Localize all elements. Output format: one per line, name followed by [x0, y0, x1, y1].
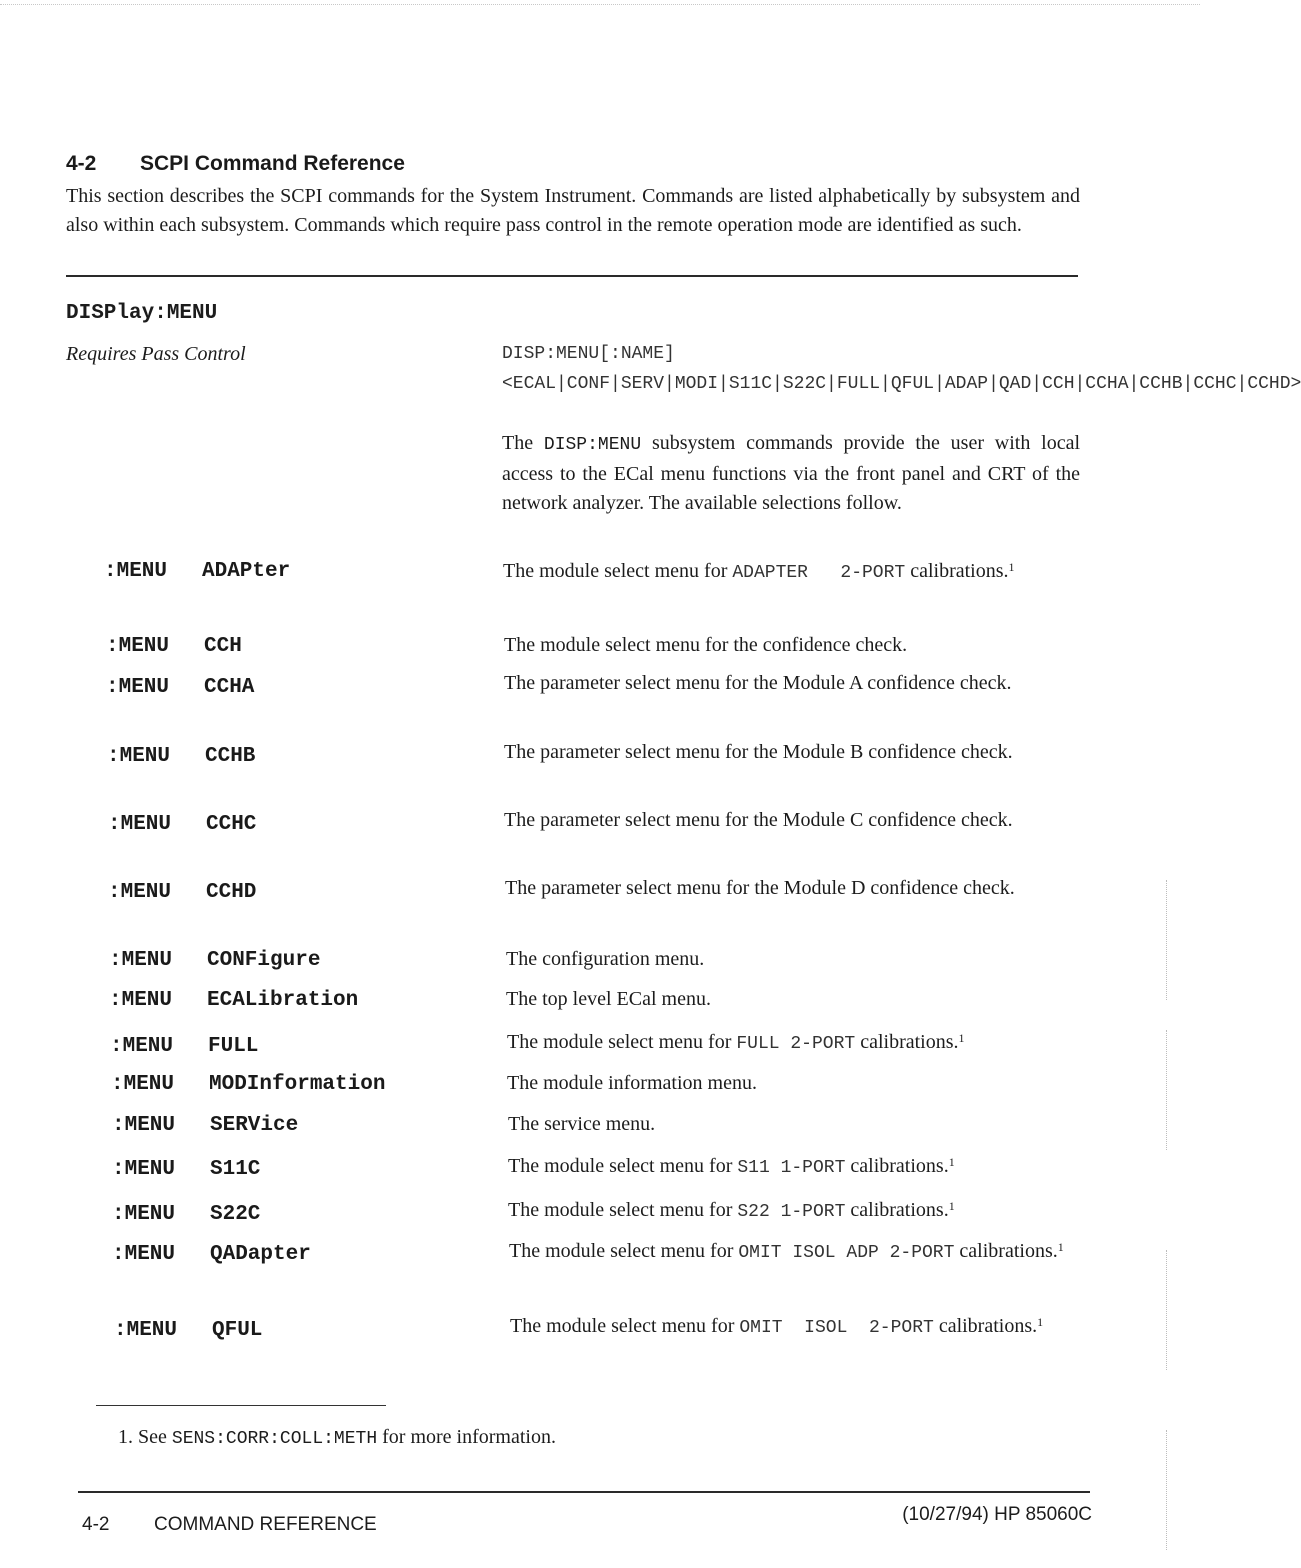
entry-desc-pre: The parameter select menu for the Module C confidence check. [504, 809, 1013, 831]
menu-entry-description [509, 1236, 1087, 1268]
footnote-number: 1. [118, 1426, 133, 1448]
entry-keyword: :MENU [114, 1319, 178, 1342]
menu-entry-description [503, 556, 1081, 588]
menu-entry-command [111, 1073, 385, 1096]
entry-desc-pre: The configuration menu. [506, 948, 705, 970]
entry-desc-code: OMIT ISOL ADP 2-PORT [738, 1243, 955, 1263]
menu-entry-description [507, 1027, 1085, 1059]
menu-entry-description [504, 737, 1082, 767]
entry-keyword: :MENU [106, 676, 170, 699]
menu-entry-description [510, 1311, 1088, 1343]
entry-desc-pre: The module select menu for [507, 1031, 732, 1053]
entry-name: ADAPter [202, 560, 291, 583]
desc-post: subsystem commands provide the user with local access to the ECal menu functions via the front panel and CRT of the network analyzer. The available selections follow. [502, 432, 1081, 514]
entry-desc-pre: The module select menu for the confidence check. [504, 634, 908, 656]
entry-desc-post: calibrations. [959, 1240, 1058, 1262]
footer-chapter: COMMAND REFERENCE [154, 1514, 377, 1535]
footnote-ref: 1 [1057, 1240, 1064, 1254]
scan-edge-dots [0, 4, 1200, 5]
entry-desc-code: S22 1-PORT [737, 1202, 846, 1222]
menu-entry-command [107, 745, 255, 768]
entry-name: QADapter [210, 1243, 311, 1266]
menu-entry-command [109, 949, 320, 972]
footer-page-number: 4-2 [82, 1514, 110, 1535]
entry-name: CCH [204, 635, 242, 658]
entry-name: S22C [210, 1203, 261, 1226]
entry-desc-pre: The parameter select menu for the Module B confidence check. [504, 741, 1013, 763]
entry-name: QFUL [212, 1319, 263, 1342]
entry-keyword: :MENU [104, 560, 168, 583]
footer-divider [78, 1491, 1090, 1493]
command-description [502, 429, 1080, 518]
footnote-ref: 1 [1037, 1315, 1044, 1329]
scan-edge-mark [1166, 880, 1167, 1000]
menu-entry-command [110, 1035, 258, 1058]
menu-entry-description [508, 1151, 1086, 1183]
scan-edge-mark [1166, 1250, 1167, 1370]
menu-entry-command [108, 813, 256, 836]
footnote-ref: 1 [958, 1031, 965, 1045]
command-syntax: DISP:MENU[:NAME] <ECAL|CONF|SERV|MODI|S11C|S22C|FULL|QFUL|ADAP|QAD|CCH|CCHA|CCHB|CCHC|CCHD> [502, 344, 1301, 394]
entry-desc-pre: The service menu. [508, 1113, 656, 1135]
footnote-ref: 1 [948, 1155, 955, 1169]
section-divider [66, 275, 1078, 277]
entry-keyword: :MENU [110, 1035, 174, 1058]
section-number: 4-2 [66, 152, 97, 175]
menu-entry-description [507, 1068, 1085, 1098]
menu-entry-command [112, 1243, 311, 1266]
entry-keyword: :MENU [111, 1073, 175, 1096]
menu-entry-description [504, 668, 1082, 698]
menu-entry-description [508, 1109, 1086, 1139]
entry-desc-pre: The module select menu for [508, 1155, 733, 1177]
menu-entry-command [112, 1203, 260, 1226]
entry-keyword: :MENU [108, 813, 172, 836]
desc-pre: The [502, 432, 534, 454]
entry-desc-pre: The module select menu for [510, 1315, 735, 1337]
menu-entry-description [508, 1195, 1086, 1227]
footnote-code: SENS:CORR:COLL:METH [171, 1429, 378, 1449]
entry-desc-post: calibrations. [910, 560, 1009, 582]
entry-keyword: :MENU [109, 949, 173, 972]
menu-entry-description [504, 805, 1082, 835]
menu-entry-command [112, 1158, 260, 1181]
entry-name: CCHB [205, 745, 256, 768]
pass-control-note: Requires Pass Control [66, 343, 246, 365]
entry-keyword: :MENU [109, 989, 173, 1012]
footnote-pre: See [138, 1426, 167, 1448]
menu-entry-command [114, 1319, 262, 1342]
entry-name: FULL [208, 1035, 259, 1058]
entry-desc-post: calibrations. [850, 1155, 949, 1177]
entry-keyword: :MENU [112, 1158, 176, 1181]
entry-desc-post: calibrations. [850, 1199, 949, 1221]
entry-desc-pre: The top level ECal menu. [506, 988, 711, 1010]
entry-keyword: :MENU [112, 1203, 176, 1226]
entry-name: ECALibration [207, 989, 359, 1012]
menu-entry-description [506, 944, 1084, 974]
scan-edge-mark [1166, 1030, 1167, 1150]
menu-entry-description [506, 984, 1084, 1014]
entry-desc-code: ADAPTER 2-PORT [732, 563, 906, 583]
entry-desc-pre: The parameter select menu for the Module A confidence check. [504, 672, 1012, 694]
entry-name: CCHA [204, 676, 255, 699]
entry-keyword: :MENU [112, 1243, 176, 1266]
entry-desc-pre: The module select menu for [503, 560, 728, 582]
footer-left [82, 1514, 377, 1536]
entry-desc-pre: The parameter select menu for the Module D confidence check. [505, 877, 1015, 899]
footnote [118, 1426, 556, 1449]
entry-keyword: :MENU [112, 1114, 176, 1137]
section-intro: This section describes the SCPI commands for the System Instrument. Commands are listed alphabetically by subsystem and also within each subsystem. Commands which require pass control in the remote operation mode are identified as such. [66, 185, 1080, 236]
menu-entry-command [104, 560, 290, 583]
menu-entry-description [504, 630, 1082, 660]
entry-name: SERVice [210, 1114, 299, 1137]
entry-desc-pre: The module select menu for [508, 1199, 733, 1221]
menu-entry-command [108, 881, 256, 904]
section-title: SCPI Command Reference [140, 152, 405, 175]
command-title: DISPlay:MENU [66, 302, 218, 325]
entry-desc-post: calibrations. [938, 1315, 1038, 1337]
footnote-divider [96, 1405, 386, 1406]
footer-edition: (10/27/94) HP 85060C [902, 1504, 1092, 1525]
menu-entry-command [109, 989, 358, 1012]
entry-name: S11C [210, 1158, 261, 1181]
entry-keyword: :MENU [108, 881, 172, 904]
entry-name: CCHD [206, 881, 257, 904]
scan-edge-mark [1166, 1430, 1167, 1550]
entry-keyword: :MENU [106, 635, 170, 658]
menu-entry-command [112, 1114, 298, 1137]
entry-name: MODInformation [209, 1073, 386, 1096]
entry-name: CCHC [206, 813, 257, 836]
section-heading [66, 152, 405, 176]
footnote-ref: 1 [948, 1199, 955, 1213]
entry-desc-code: OMIT ISOL 2-PORT [739, 1318, 934, 1338]
desc-code: DISP:MENU [543, 435, 642, 455]
entry-name: CONFigure [207, 949, 321, 972]
footnote-ref: 1 [1008, 560, 1015, 574]
entry-desc-post: calibrations. [860, 1031, 959, 1053]
entry-desc-code: S11 1-PORT [737, 1158, 846, 1178]
entry-keyword: :MENU [107, 745, 171, 768]
menu-entry-command [106, 635, 242, 658]
menu-entry-command [106, 676, 254, 699]
entry-desc-pre: The module information menu. [507, 1072, 757, 1094]
entry-desc-pre: The module select menu for [509, 1240, 734, 1262]
menu-entry-description [505, 873, 1083, 903]
entry-desc-code: FULL 2-PORT [736, 1034, 856, 1054]
footnote-post: for more information. [382, 1426, 556, 1448]
